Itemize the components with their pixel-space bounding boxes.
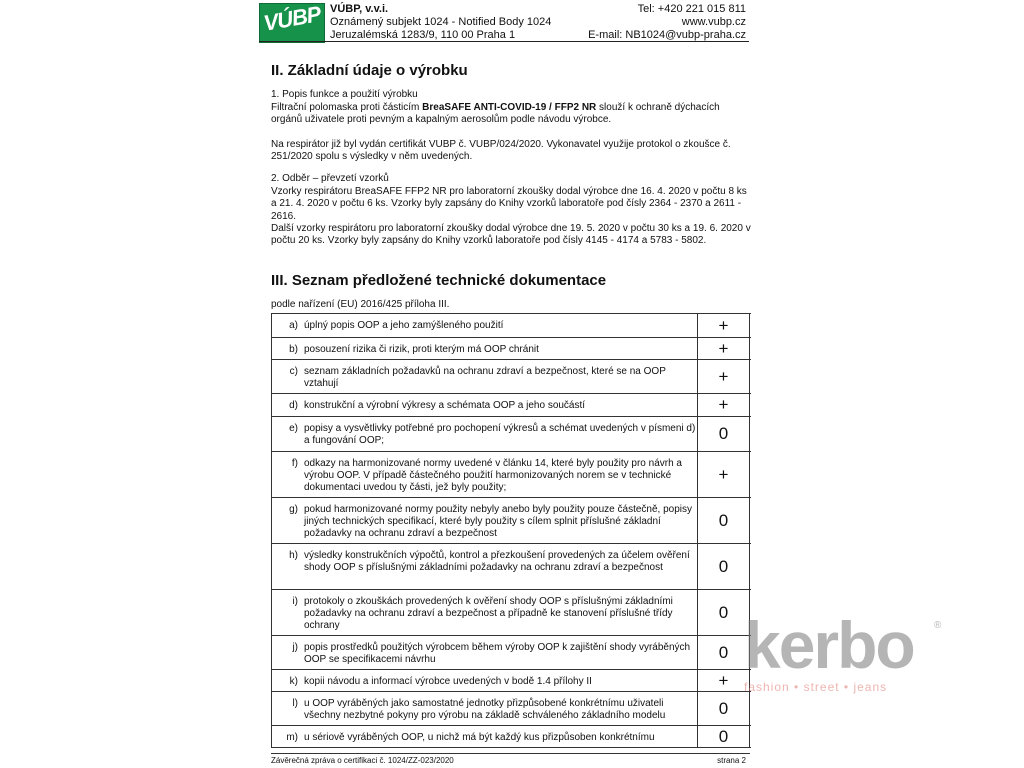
row-description: popis prostředků použitých výrobcem během výroby OOP k zajištění shody vyráběných OOP se specifikacemi návrhu [300,636,698,669]
header-left [330,3,551,42]
row-description: seznam základních požadavků na ochranu zdraví a bezpečnost, které se na OOP vztahují [300,360,698,393]
row-mark: 0 [698,590,750,635]
subsection-2-title: 2. Odběr – převzetí vzorků [271,173,389,184]
table-row [272,692,751,726]
row-letter: j) [292,642,298,653]
section-3-heading: III. Seznam předložené technické dokumentace [271,272,607,289]
row-letter: f) [291,458,298,469]
row-description: pokud harmonizované normy použity nebyly anebo byly použity pouze částečně, popisy jiných technických specifikací, které byly použity s cílem splnit příslušné základní požadavky na ochranu zdraví a bezpečnost [300,498,698,543]
row-description: úplný popis OOP a jeho zamýšleného použití [300,314,698,337]
paragraph-samples-2: Další vzorky respirátoru pro laboratorní zkoušky dodal výrobce dne 19. 5. 2020 v počtu 30 ks a 19. 6. 2020 v počtu 20 ks. Vzorky byly zapsány do Knihy vzorků laboratoře pod čísly 4145 - 4174 a 5783 - 5802. [271,223,751,247]
website: www.vubp.cz [681,16,746,28]
table-row [272,726,751,748]
watermark-word: kerbo [744,608,914,682]
row-letter: k) [289,676,298,687]
row-mark: 0 [698,417,750,451]
row-mark: + [698,670,750,691]
table-row [272,544,751,590]
footer-report-title: Závěrečná zpráva o certifikaci č. 1024/ZZ-023/2020 [271,756,454,765]
row-description: posouzení rizika či rizik, proti kterým má OOP chránit [300,338,698,359]
table-row [272,590,751,636]
row-mark: 0 [698,636,750,669]
row-letter: d) [289,400,298,411]
footer-divider [271,753,750,754]
notified-body: Oznámený subjekt 1024 - Notified Body 1024 [330,16,552,28]
table-row [272,360,751,394]
table-row [272,636,751,670]
header-divider [259,41,749,42]
table-row [272,452,751,498]
row-letter: a) [289,320,298,331]
table-row [272,394,751,417]
row-mark: 0 [698,498,750,543]
row-description: popisy a vysvětlivky potřebné pro pochopení výkresů a schémat uvedených v písmeni d) a fungování OOP; [300,417,698,451]
row-description: odkazy na harmonizované normy uvedené v článku 14, které byly použity pro návrh a výrobu OOP. V případě částečného použití harmonizovaných norem se v technické dokumentaci uvedou ty části, jež byly použity; [300,452,698,497]
row-description: protokoly o zkouškách provedených k ověření shody OOP s příslušnými základními požadavky na ochranu zdraví a bezpečnost a případně ke stanovení příslušné třídy ochrany [300,590,698,635]
row-letter: i) [292,596,298,607]
row-mark: 0 [698,692,750,725]
email: E-mail: NB1024@vubp-praha.cz [588,29,746,41]
header-right [588,3,746,42]
row-mark: 0 [698,726,750,747]
row-description: konstrukční a výrobní výkresy a schémata OOP a jeho součástí [300,394,698,416]
row-mark: + [698,338,750,359]
table-row [272,498,751,544]
row-description: u sériově vyráběných OOP, u nichž má být každý kus přizpůsoben konkrétnímu [300,726,698,747]
org-name: VÚBP, v.v.i. [330,3,389,15]
row-letter: m) [286,732,298,743]
subsection-1-title: 1. Popis funkce a použití výrobku [271,89,418,100]
vubp-logo [259,3,325,43]
row-description: u OOP vyráběných jako samostatné jednotky přizpůsobené konkrétnímu uživateli všechny nezbytné pokyny pro výrobu na základě schváleného základního modelu [300,692,698,725]
registered-mark-icon: ® [934,620,942,631]
row-description: výsledky konstrukčních výpočtů, kontrol a přezkoušení provedených za účelem ověření shody OOP s příslušnými základními požadavky na ochranu zdraví a bezpečnost [300,544,698,589]
section-3-subtitle: podle nařízení (EU) 2016/425 příloha III. [271,299,450,310]
paragraph-product-description [271,102,751,127]
kerbo-watermark [744,608,942,694]
logo-text: VÚBP [261,1,323,36]
paragraph-certificate: Na respirátor již byl vydán certifikát VUBP č. VUBP/024/2020. Vykonavatel využije protokol o zkoušce č. 251/2020 spolu s výsledky v něm uvedených. [271,139,731,163]
row-letter: l) [292,698,298,709]
section-2-heading: II. Základní údaje o výrobku [271,62,468,79]
row-mark: + [698,452,750,497]
p1-post: slouží k ochraně dýchacích orgánů uživatele proti pevným a kapalným aerosolům podle návodu výrobce. [271,102,720,126]
row-description: kopii návodu a informací výrobce uvedených v bodě 1.4 přílohy II [300,670,698,691]
table-row [272,314,751,338]
paragraph-samples-1: Vzorky respirátoru BreaSAFE FFP2 NR pro laboratorní zkoušky dodal výrobce dne 16. 4. 2020 v počtu 8 ks a 21. 4. 2020 v počtu 6 ks. Vzorky byly zapsány do Knihy vzorků laboratoře pod čísly 2364 - 2370 a 2611 - 2616. [271,186,747,222]
row-mark: + [698,314,750,337]
phone: Tel: +420 221 015 811 [637,3,746,15]
footer-page-number: strana 2 [717,756,746,765]
row-letter: b) [289,344,298,355]
row-mark: + [698,394,750,416]
table-row [272,338,751,360]
row-letter: g) [289,504,298,515]
table-row [272,417,751,452]
p1-pre: Filtrační polomaska proti částicím [271,102,423,113]
documentation-table [271,313,751,748]
row-letter: h) [289,550,298,561]
row-letter: e) [289,423,298,434]
org-address: Jeruzalémská 1283/9, 110 00 Praha 1 [330,29,516,41]
product-name: BreaSAFE ANTI-COVID-19 / FFP2 NR [422,102,597,113]
row-mark: + [698,360,750,393]
row-letter: c) [289,366,298,377]
table-row [272,670,751,692]
row-mark: 0 [698,544,750,589]
watermark-tagline: fashion • street • jeans [744,680,888,694]
